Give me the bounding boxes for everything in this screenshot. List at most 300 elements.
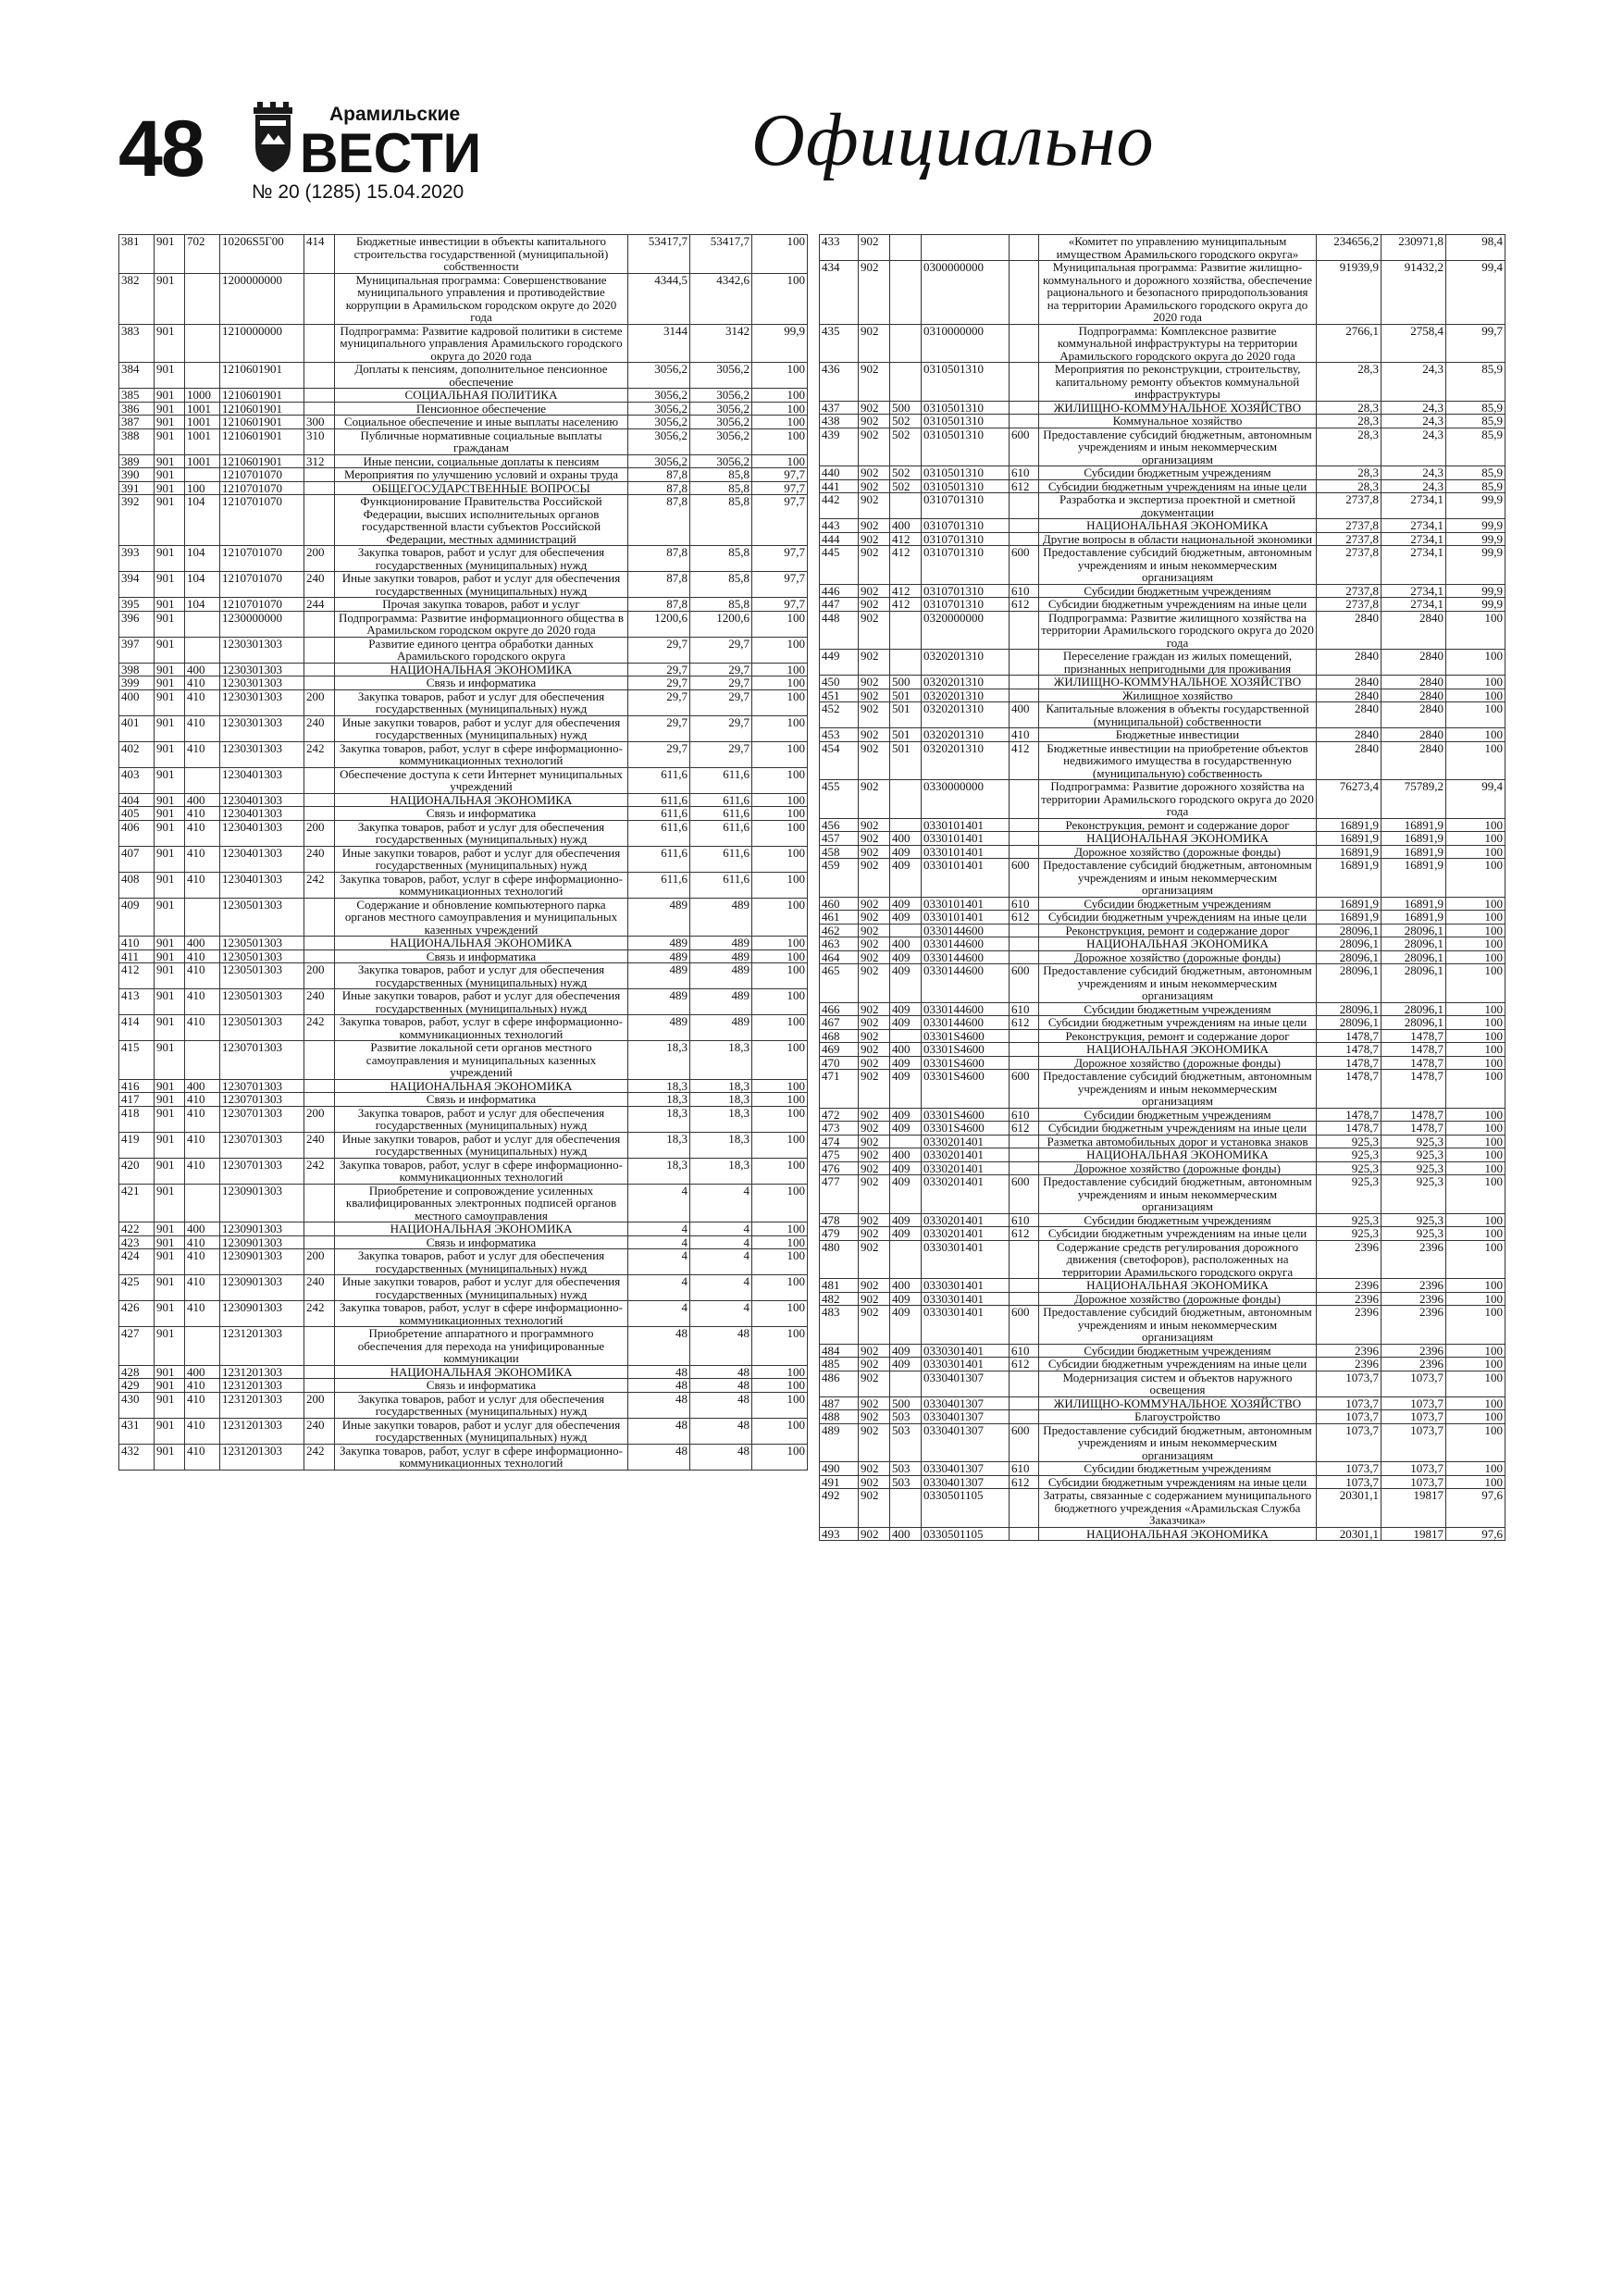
item-name-cell: Подпрограмма: Развитие информационного общества в Арамильском городском округе до 2020 года xyxy=(335,611,628,637)
expense-type-cell xyxy=(1010,1056,1039,1070)
execution-percent-cell: 100 xyxy=(1446,1108,1505,1122)
section-code-cell: 410 xyxy=(185,1132,220,1158)
grbs-code-cell: 901 xyxy=(155,572,185,598)
actual-amount-cell: 1478,7 xyxy=(1381,1108,1446,1122)
section-code-cell xyxy=(185,1327,220,1366)
section-code-cell xyxy=(890,611,922,650)
section-code-cell: 104 xyxy=(185,572,220,598)
item-name-cell: Переселение граждан из жилых помещений, признанных непригодными для проживания xyxy=(1039,650,1317,676)
planned-amount-cell: 3056,2 xyxy=(628,363,690,389)
execution-percent-cell: 100 xyxy=(1446,1056,1505,1070)
expense-type-cell: 600 xyxy=(1010,859,1039,898)
item-name-cell: Субсидии бюджетным учреждениям на иные цели xyxy=(1039,479,1317,493)
grbs-code-cell: 901 xyxy=(155,324,185,363)
table-row xyxy=(820,859,1505,898)
expense-type-cell: 310 xyxy=(304,428,335,454)
execution-percent-cell: 97,7 xyxy=(752,546,808,572)
grbs-code-cell: 901 xyxy=(155,1015,185,1041)
row-number-cell: 461 xyxy=(820,911,859,925)
expense-type-cell xyxy=(1010,1161,1039,1175)
execution-percent-cell: 85,9 xyxy=(1446,401,1505,415)
expense-type-cell: 414 xyxy=(304,235,335,274)
expense-type-cell: 242 xyxy=(304,1301,335,1327)
grbs-code-cell: 902 xyxy=(859,859,890,898)
row-number-cell: 396 xyxy=(119,611,155,637)
target-article-cell: 0310501310 xyxy=(922,363,1010,402)
grbs-code-cell: 901 xyxy=(155,793,185,807)
grbs-code-cell: 902 xyxy=(859,924,890,937)
execution-percent-cell: 100 xyxy=(1446,911,1505,925)
target-article-cell: 1230701303 xyxy=(220,1158,304,1184)
execution-percent-cell: 100 xyxy=(752,963,808,989)
expense-type-cell: 600 xyxy=(1010,1070,1039,1109)
expense-type-cell: 612 xyxy=(1010,911,1039,925)
section-code-cell: 702 xyxy=(185,235,220,274)
section-code-cell: 409 xyxy=(890,1358,922,1371)
row-number-cell: 483 xyxy=(820,1306,859,1345)
table-row xyxy=(820,1227,1505,1241)
table-row xyxy=(119,1235,808,1249)
table-row xyxy=(119,1275,808,1301)
page-number: 48 xyxy=(118,105,204,193)
item-name-cell: Субсидии бюджетным учреждениям xyxy=(1039,466,1317,480)
actual-amount-cell: 2396 xyxy=(1381,1344,1446,1358)
grbs-code-cell: 902 xyxy=(859,818,890,832)
execution-percent-cell: 100 xyxy=(1446,611,1505,650)
section-code-cell: 409 xyxy=(890,1292,922,1306)
section-code-cell: 409 xyxy=(890,1344,922,1358)
execution-percent-cell: 100 xyxy=(1446,1016,1505,1030)
section-code-cell: 410 xyxy=(185,846,220,872)
planned-amount-cell: 1478,7 xyxy=(1317,1043,1381,1057)
item-name-cell: Закупка товаров, работ, услуг в сфере информационно-коммуникационных технологий xyxy=(335,1444,628,1470)
grbs-code-cell: 901 xyxy=(155,963,185,989)
planned-amount-cell: 925,3 xyxy=(1317,1175,1381,1214)
execution-percent-cell: 100 xyxy=(1446,937,1505,951)
planned-amount-cell: 2737,8 xyxy=(1317,493,1381,519)
logo-main-text: ВЕСТИ xyxy=(300,122,481,178)
section-code-cell: 409 xyxy=(890,950,922,964)
section-code-cell: 410 xyxy=(185,949,220,963)
item-name-cell: Капитальные вложения в объекты государственной (муниципальной) собственности xyxy=(1039,702,1317,728)
target-article-cell: 1210601901 xyxy=(220,402,304,416)
actual-amount-cell: 24,3 xyxy=(1381,363,1446,402)
table-row xyxy=(119,1158,808,1184)
planned-amount-cell: 48 xyxy=(628,1392,690,1418)
execution-percent-cell: 100 xyxy=(752,1106,808,1132)
row-number-cell: 486 xyxy=(820,1371,859,1396)
section-code-cell: 400 xyxy=(890,1043,922,1057)
grbs-code-cell: 901 xyxy=(155,937,185,950)
planned-amount-cell: 2396 xyxy=(1317,1279,1381,1293)
planned-amount-cell: 87,8 xyxy=(628,495,690,546)
row-number-cell: 451 xyxy=(820,689,859,702)
expense-type-cell xyxy=(304,402,335,416)
actual-amount-cell: 1073,7 xyxy=(1381,1371,1446,1396)
table-row xyxy=(820,324,1505,363)
expense-type-cell: 242 xyxy=(304,872,335,898)
item-name-cell: Приобретение аппаратного и программного обеспечения для перехода на унифицированные коммуникации xyxy=(335,1327,628,1366)
row-number-cell: 481 xyxy=(820,1279,859,1293)
expense-type-cell xyxy=(1010,780,1039,819)
planned-amount-cell: 234656,2 xyxy=(1317,235,1381,261)
section-code-cell: 500 xyxy=(890,676,922,689)
actual-amount-cell: 2396 xyxy=(1381,1279,1446,1293)
actual-amount-cell: 48 xyxy=(690,1444,752,1470)
planned-amount-cell: 16891,9 xyxy=(1317,911,1381,925)
planned-amount-cell: 2766,1 xyxy=(1317,324,1381,363)
planned-amount-cell: 4 xyxy=(628,1249,690,1275)
row-number-cell: 449 xyxy=(820,650,859,676)
expense-type-cell: 242 xyxy=(304,741,335,767)
actual-amount-cell: 29,7 xyxy=(690,689,752,715)
target-article-cell: 0330201401 xyxy=(922,1213,1010,1227)
expense-type-cell: 300 xyxy=(304,416,335,429)
actual-amount-cell: 2396 xyxy=(1381,1240,1446,1279)
row-number-cell: 480 xyxy=(820,1240,859,1279)
actual-amount-cell: 2840 xyxy=(1381,689,1446,702)
grbs-code-cell: 902 xyxy=(859,911,890,925)
target-article-cell: 1230301303 xyxy=(220,676,304,690)
planned-amount-cell: 2840 xyxy=(1317,650,1381,676)
actual-amount-cell: 24,3 xyxy=(1381,401,1446,415)
planned-amount-cell: 48 xyxy=(628,1327,690,1366)
section-code-cell: 500 xyxy=(890,401,922,415)
actual-amount-cell: 4 xyxy=(690,1275,752,1301)
planned-amount-cell: 1073,7 xyxy=(1317,1371,1381,1396)
table-row xyxy=(119,1222,808,1236)
grbs-code-cell: 901 xyxy=(155,611,185,637)
logo-top-text: Арамильские xyxy=(329,104,461,125)
grbs-code-cell: 901 xyxy=(155,898,185,937)
target-article-cell: 03301S4600 xyxy=(922,1108,1010,1122)
row-number-cell: 446 xyxy=(820,584,859,598)
planned-amount-cell: 2737,8 xyxy=(1317,519,1381,533)
grbs-code-cell: 901 xyxy=(155,1093,185,1107)
target-article-cell: 1230501303 xyxy=(220,898,304,937)
actual-amount-cell: 16891,9 xyxy=(1381,911,1446,925)
expense-type-cell: 600 xyxy=(1010,1306,1039,1345)
section-code-cell: 410 xyxy=(185,676,220,690)
table-row xyxy=(119,324,808,363)
item-name-cell: Разработка и экспертиза проектной и сметной документации xyxy=(1039,493,1317,519)
row-number-cell: 394 xyxy=(119,572,155,598)
table-row xyxy=(820,235,1505,261)
execution-percent-cell: 100 xyxy=(1446,1371,1505,1396)
table-row xyxy=(820,415,1505,428)
table-row xyxy=(820,924,1505,937)
table-row xyxy=(820,1070,1505,1109)
execution-percent-cell: 100 xyxy=(1446,1475,1505,1489)
table-row xyxy=(820,1292,1505,1306)
grbs-code-cell: 902 xyxy=(859,741,890,780)
table-row xyxy=(119,1015,808,1041)
item-name-cell: Муниципальная программа: Развитие жилищно-коммунального и дорожного хозяйства, обеспечение рационального и безопасного природопользования на территории Арамильского городского округа до 2020 года xyxy=(1039,261,1317,325)
section-code-cell: 409 xyxy=(890,1016,922,1030)
planned-amount-cell: 48 xyxy=(628,1418,690,1444)
grbs-code-cell: 901 xyxy=(155,1365,185,1379)
target-article-cell: 1230000000 xyxy=(220,611,304,637)
grbs-code-cell: 902 xyxy=(859,1122,890,1136)
expense-type-cell xyxy=(304,1041,335,1080)
table-row xyxy=(820,1489,1505,1528)
section-code-cell: 410 xyxy=(185,1235,220,1249)
table-row xyxy=(119,1184,808,1222)
section-code-cell xyxy=(890,1489,922,1528)
item-name-cell: Подпрограмма: Развитие жилищного хозяйства на территории Арамильского городского округа до 2020 года xyxy=(1039,611,1317,650)
target-article-cell: 0330101401 xyxy=(922,845,1010,859)
execution-percent-cell: 100 xyxy=(1446,1292,1505,1306)
table-row xyxy=(820,1475,1505,1489)
execution-percent-cell: 100 xyxy=(752,1093,808,1107)
target-article-cell: 1210601901 xyxy=(220,428,304,454)
expense-type-cell xyxy=(304,637,335,663)
actual-amount-cell: 19817 xyxy=(1381,1527,1446,1541)
row-number-cell: 412 xyxy=(119,963,155,989)
item-name-cell: Закупка товаров, работ и услуг для обеспечения государственных (муниципальных) нужд xyxy=(335,1106,628,1132)
planned-amount-cell: 16891,9 xyxy=(1317,859,1381,898)
row-number-cell: 414 xyxy=(119,1015,155,1041)
grbs-code-cell: 902 xyxy=(859,1002,890,1016)
target-article-cell: 1230501303 xyxy=(220,1015,304,1041)
table-row xyxy=(820,1161,1505,1175)
target-article-cell: 0310501310 xyxy=(922,415,1010,428)
target-article-cell: 1231201303 xyxy=(220,1365,304,1379)
row-number-cell: 492 xyxy=(820,1489,859,1528)
planned-amount-cell: 20301,1 xyxy=(1317,1489,1381,1528)
table-row xyxy=(820,466,1505,480)
grbs-code-cell: 901 xyxy=(155,1222,185,1236)
grbs-code-cell: 902 xyxy=(859,964,890,1003)
item-name-cell: Субсидии бюджетным учреждениям xyxy=(1039,1002,1317,1016)
actual-amount-cell: 611,6 xyxy=(690,820,752,846)
grbs-code-cell: 901 xyxy=(155,807,185,821)
expense-type-cell: 200 xyxy=(304,1106,335,1132)
expense-type-cell: 240 xyxy=(304,989,335,1015)
target-article-cell: 1210601901 xyxy=(220,454,304,468)
table-row xyxy=(119,1106,808,1132)
target-article-cell: 0330201401 xyxy=(922,1175,1010,1214)
actual-amount-cell: 29,7 xyxy=(690,676,752,690)
target-article-cell: 03301S4600 xyxy=(922,1056,1010,1070)
grbs-code-cell: 902 xyxy=(859,650,890,676)
table-row xyxy=(820,741,1505,780)
row-number-cell: 390 xyxy=(119,468,155,482)
grbs-code-cell: 902 xyxy=(859,832,890,846)
target-article-cell: 1230301303 xyxy=(220,689,304,715)
row-number-cell: 399 xyxy=(119,676,155,690)
expense-type-cell: 240 xyxy=(304,715,335,741)
row-number-cell: 431 xyxy=(119,1418,155,1444)
table-row xyxy=(820,261,1505,325)
row-number-cell: 435 xyxy=(820,324,859,363)
expense-type-cell: 240 xyxy=(304,1132,335,1158)
grbs-code-cell: 902 xyxy=(859,546,890,585)
target-article-cell: 0330401307 xyxy=(922,1475,1010,1489)
item-name-cell: Дорожное хозяйство (дорожные фонды) xyxy=(1039,1292,1317,1306)
expense-type-cell: 600 xyxy=(1010,1423,1039,1462)
execution-percent-cell: 100 xyxy=(752,1392,808,1418)
expense-type-cell xyxy=(1010,493,1039,519)
target-article-cell: 0330301401 xyxy=(922,1292,1010,1306)
execution-percent-cell: 100 xyxy=(1446,676,1505,689)
grbs-code-cell: 902 xyxy=(859,532,890,546)
section-code-cell: 1001 xyxy=(185,416,220,429)
section-code-cell: 400 xyxy=(890,1279,922,1293)
row-number-cell: 389 xyxy=(119,454,155,468)
grbs-code-cell: 902 xyxy=(859,1108,890,1122)
item-name-cell: Дорожное хозяйство (дорожные фонды) xyxy=(1039,845,1317,859)
item-name-cell: Закупка товаров, работ, услуг в сфере информационно-коммуникационных технологий xyxy=(335,1301,628,1327)
item-name-cell: НАЦИОНАЛЬНАЯ ЭКОНОМИКА xyxy=(335,1079,628,1093)
target-article-cell: 1210701070 xyxy=(220,468,304,482)
execution-percent-cell: 100 xyxy=(752,741,808,767)
execution-percent-cell: 100 xyxy=(752,1184,808,1222)
row-number-cell: 384 xyxy=(119,363,155,389)
execution-percent-cell: 99,9 xyxy=(1446,493,1505,519)
target-article-cell: 1230901303 xyxy=(220,1275,304,1301)
grbs-code-cell: 901 xyxy=(155,676,185,690)
section-code-cell xyxy=(890,924,922,937)
table-row xyxy=(820,363,1505,402)
planned-amount-cell: 29,7 xyxy=(628,689,690,715)
row-number-cell: 464 xyxy=(820,950,859,964)
expense-type-cell xyxy=(304,663,335,676)
table-row xyxy=(119,1132,808,1158)
target-article-cell: 0330101401 xyxy=(922,897,1010,911)
execution-percent-cell: 100 xyxy=(752,663,808,676)
execution-percent-cell: 100 xyxy=(1446,964,1505,1003)
grbs-code-cell: 902 xyxy=(859,1240,890,1279)
item-name-cell: Субсидии бюджетным учреждениям xyxy=(1039,1108,1317,1122)
expense-type-cell xyxy=(1010,1410,1039,1424)
expense-type-cell xyxy=(1010,1489,1039,1528)
execution-percent-cell: 100 xyxy=(752,937,808,950)
item-name-cell: Обеспечение доступа к сети Интернет муниципальных учреждений xyxy=(335,767,628,793)
grbs-code-cell: 901 xyxy=(155,689,185,715)
item-name-cell: Модернизация систем и объектов наружного освещения xyxy=(1039,1371,1317,1396)
expense-type-cell: 610 xyxy=(1010,1213,1039,1227)
item-name-cell: НАЦИОНАЛЬНАЯ ЭКОНОМИКА xyxy=(1039,1527,1317,1541)
table-row xyxy=(119,663,808,676)
planned-amount-cell: 29,7 xyxy=(628,715,690,741)
item-name-cell: Закупка товаров, работ, услуг в сфере информационно-коммуникационных технологий xyxy=(335,1158,628,1184)
target-article-cell: 1230701303 xyxy=(220,1106,304,1132)
row-number-cell: 448 xyxy=(820,611,859,650)
budget-table-right xyxy=(819,234,1505,1541)
section-code-cell: 409 xyxy=(890,964,922,1003)
execution-percent-cell: 100 xyxy=(752,611,808,637)
target-article-cell: 0330301401 xyxy=(922,1240,1010,1279)
table-row xyxy=(820,611,1505,650)
section-code-cell: 104 xyxy=(185,495,220,546)
expense-type-cell xyxy=(1010,611,1039,650)
item-name-cell: Субсидии бюджетным учреждениям xyxy=(1039,1344,1317,1358)
planned-amount-cell: 1478,7 xyxy=(1317,1070,1381,1109)
planned-amount-cell: 489 xyxy=(628,949,690,963)
actual-amount-cell: 925,3 xyxy=(1381,1227,1446,1241)
item-name-cell: Субсидии бюджетным учреждениям xyxy=(1039,1213,1317,1227)
table-row xyxy=(119,402,808,416)
expense-type-cell xyxy=(304,1093,335,1107)
expense-type-cell xyxy=(1010,519,1039,533)
execution-percent-cell: 100 xyxy=(1446,924,1505,937)
planned-amount-cell: 1478,7 xyxy=(1317,1056,1381,1070)
table-row xyxy=(119,1379,808,1393)
item-name-cell: Закупка товаров, работ, услуг в сфере информационно-коммуникационных технологий xyxy=(335,1015,628,1041)
row-number-cell: 422 xyxy=(119,1222,155,1236)
planned-amount-cell: 18,3 xyxy=(628,1093,690,1107)
row-number-cell: 472 xyxy=(820,1108,859,1122)
actual-amount-cell: 16891,9 xyxy=(1381,897,1446,911)
target-article-cell: 03301S4600 xyxy=(922,1043,1010,1057)
section-code-cell xyxy=(890,1371,922,1396)
table-row xyxy=(119,1365,808,1379)
row-number-cell: 410 xyxy=(119,937,155,950)
target-article-cell: 0330144600 xyxy=(922,950,1010,964)
grbs-code-cell: 902 xyxy=(859,780,890,819)
execution-percent-cell: 97,7 xyxy=(752,598,808,612)
actual-amount-cell: 2840 xyxy=(1381,728,1446,742)
row-number-cell: 453 xyxy=(820,728,859,742)
expense-type-cell: 240 xyxy=(304,846,335,872)
execution-percent-cell: 100 xyxy=(1446,650,1505,676)
item-name-cell: Разметка автомобильных дорог и установка знаков xyxy=(1039,1135,1317,1148)
expense-type-cell xyxy=(1010,235,1039,261)
target-article-cell: 1230401303 xyxy=(220,846,304,872)
expense-type-cell: 242 xyxy=(304,1444,335,1470)
grbs-code-cell: 901 xyxy=(155,468,185,482)
row-number-cell: 383 xyxy=(119,324,155,363)
section-code-cell xyxy=(890,818,922,832)
grbs-code-cell: 902 xyxy=(859,415,890,428)
execution-percent-cell: 100 xyxy=(752,1418,808,1444)
expense-type-cell: 612 xyxy=(1010,479,1039,493)
execution-percent-cell: 97,7 xyxy=(752,468,808,482)
section-code-cell: 410 xyxy=(185,1379,220,1393)
execution-percent-cell: 100 xyxy=(1446,1029,1505,1043)
row-number-cell: 392 xyxy=(119,495,155,546)
execution-percent-cell: 100 xyxy=(752,1041,808,1080)
actual-amount-cell: 28096,1 xyxy=(1381,1002,1446,1016)
section-code-cell: 400 xyxy=(185,793,220,807)
table-row xyxy=(820,832,1505,846)
planned-amount-cell: 91939,9 xyxy=(1317,261,1381,325)
item-name-cell: СОЦИАЛЬНАЯ ПОЛИТИКА xyxy=(335,389,628,403)
item-name-cell: Связь и информатика xyxy=(335,807,628,821)
row-number-cell: 475 xyxy=(820,1148,859,1162)
target-article-cell: 0320201310 xyxy=(922,728,1010,742)
actual-amount-cell: 2734,1 xyxy=(1381,546,1446,585)
table-row xyxy=(820,702,1505,728)
execution-percent-cell: 85,9 xyxy=(1446,415,1505,428)
table-row xyxy=(119,963,808,989)
planned-amount-cell: 28096,1 xyxy=(1317,964,1381,1003)
planned-amount-cell: 28,3 xyxy=(1317,479,1381,493)
item-name-cell: Закупка товаров, работ, услуг в сфере информационно-коммуникационных технологий xyxy=(335,741,628,767)
table-row xyxy=(820,532,1505,546)
grbs-code-cell: 901 xyxy=(155,495,185,546)
table-row xyxy=(820,1527,1505,1541)
section-code-cell xyxy=(185,273,220,324)
target-article-cell: 1210701070 xyxy=(220,495,304,546)
actual-amount-cell: 85,8 xyxy=(690,572,752,598)
planned-amount-cell: 3056,2 xyxy=(628,402,690,416)
expense-type-cell xyxy=(1010,363,1039,402)
row-number-cell: 476 xyxy=(820,1161,859,1175)
grbs-code-cell: 901 xyxy=(155,546,185,572)
grbs-code-cell: 901 xyxy=(155,872,185,898)
